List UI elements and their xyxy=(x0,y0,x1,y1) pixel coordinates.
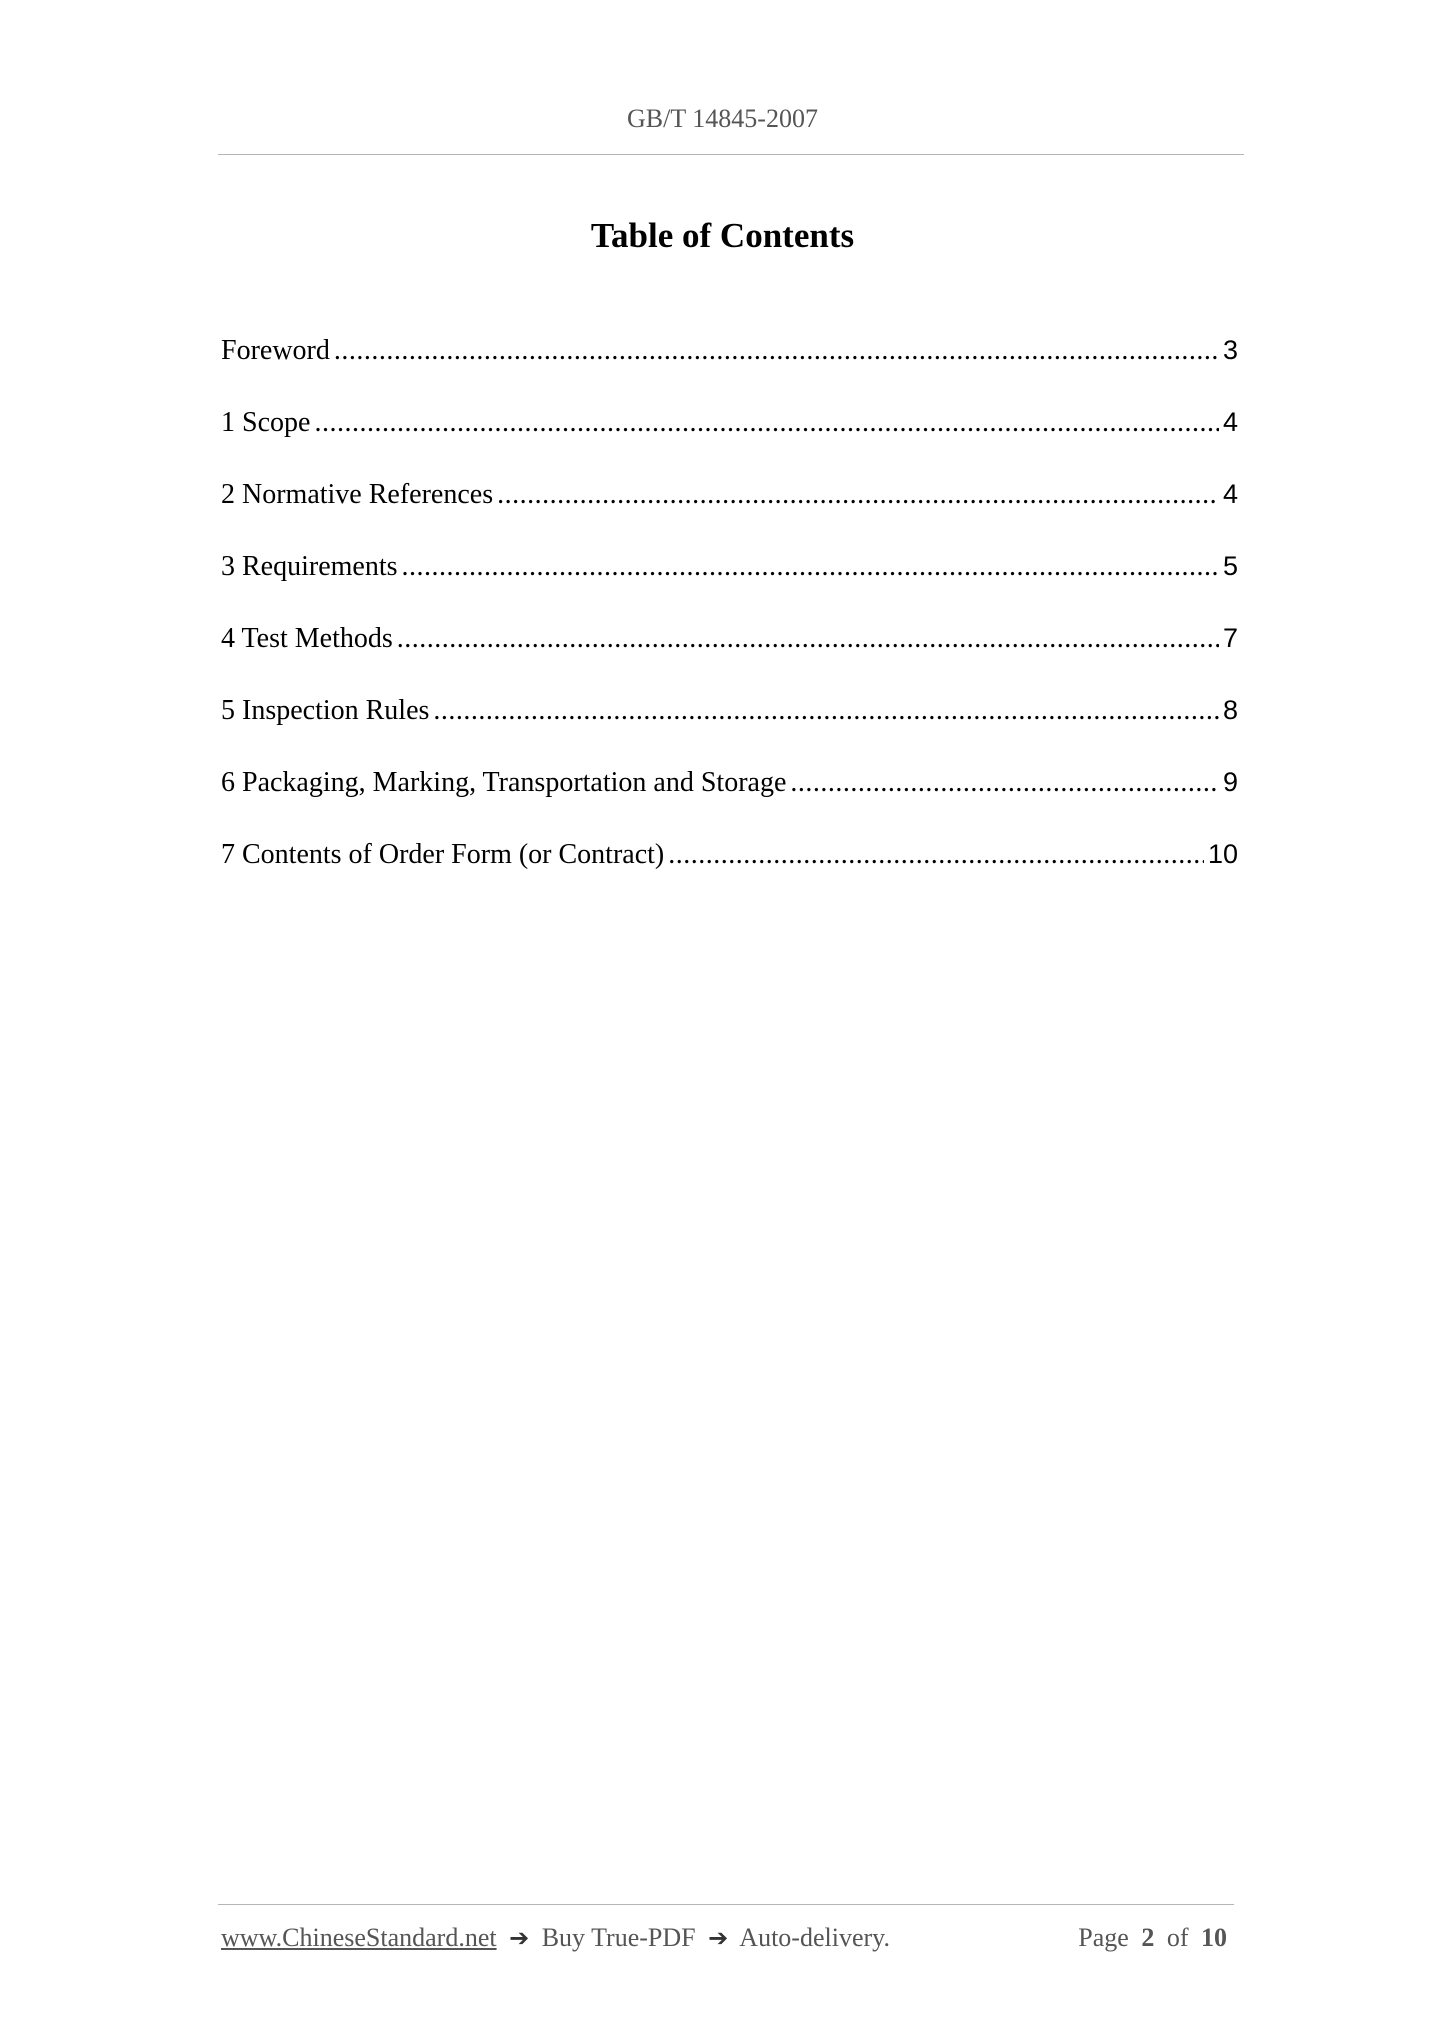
toc-entry-requirements[interactable] xyxy=(221,551,1238,623)
page-footer xyxy=(221,1923,1233,1953)
toc-dot-leader xyxy=(664,839,1204,871)
toc-entry-page: 9 xyxy=(1222,767,1238,797)
toc-dot-leader xyxy=(330,335,1219,367)
toc-entry-label: 1 Scope xyxy=(221,407,311,438)
toc-entry-inspection-rules[interactable] xyxy=(221,695,1238,767)
current-page-number: 2 xyxy=(1141,1923,1155,1952)
toc-entry-page: 3 xyxy=(1222,335,1238,365)
header-divider xyxy=(218,154,1244,155)
toc-entry-scope[interactable] xyxy=(221,407,1238,479)
toc-entry-page: 4 xyxy=(1222,479,1238,509)
toc-entry-label: 3 Requirements xyxy=(221,551,398,582)
toc-entry-label: 4 Test Methods xyxy=(221,623,393,654)
toc-dot-leader xyxy=(786,767,1219,799)
toc-entry-page: 8 xyxy=(1222,695,1238,725)
arrow-right-icon: ➔ xyxy=(509,1924,530,1952)
toc-dot-leader xyxy=(398,551,1219,583)
arrow-right-icon: ➔ xyxy=(708,1924,729,1952)
toc-entry-packaging[interactable] xyxy=(221,767,1238,839)
toc-entry-normative-references[interactable] xyxy=(221,479,1238,551)
toc-entry-order-form[interactable] xyxy=(221,839,1238,911)
toc-entry-page: 10 xyxy=(1207,839,1238,869)
toc-entry-label: 2 Normative References xyxy=(221,479,494,510)
toc-entry-page: 7 xyxy=(1222,623,1238,653)
toc-title: Table of Contents xyxy=(590,216,855,255)
toc-list xyxy=(221,335,1238,911)
footer-divider xyxy=(218,1904,1234,1905)
toc-entry-page: 4 xyxy=(1222,407,1238,437)
toc-dot-leader xyxy=(393,623,1219,655)
total-page-number: 10 xyxy=(1201,1923,1227,1952)
toc-entry-page: 5 xyxy=(1222,551,1238,581)
site-link[interactable]: www.ChineseStandard.net xyxy=(221,1923,497,1952)
auto-delivery-text: Auto-delivery. xyxy=(739,1923,890,1952)
page-of-word: of xyxy=(1166,1923,1189,1952)
buy-true-pdf-text: Buy True-PDF xyxy=(541,1923,696,1952)
footer-promo xyxy=(221,1923,890,1953)
toc-entry-foreword[interactable] xyxy=(221,335,1238,407)
toc-entry-label: 7 Contents of Order Form (or Contract) xyxy=(221,839,665,870)
page-word: Page xyxy=(1078,1923,1129,1952)
toc-entry-label: 6 Packaging, Marking, Transportation and Storage xyxy=(221,767,787,798)
toc-entry-label: 5 Inspection Rules xyxy=(221,695,430,726)
toc-dot-leader xyxy=(429,695,1219,727)
standard-code-header: GB/T 14845-2007 xyxy=(627,104,818,133)
page-number xyxy=(1078,1923,1233,1953)
toc-dot-leader xyxy=(310,407,1219,439)
toc-entry-label: Foreword xyxy=(221,335,330,366)
toc-dot-leader xyxy=(493,479,1219,511)
toc-entry-test-methods[interactable] xyxy=(221,623,1238,695)
